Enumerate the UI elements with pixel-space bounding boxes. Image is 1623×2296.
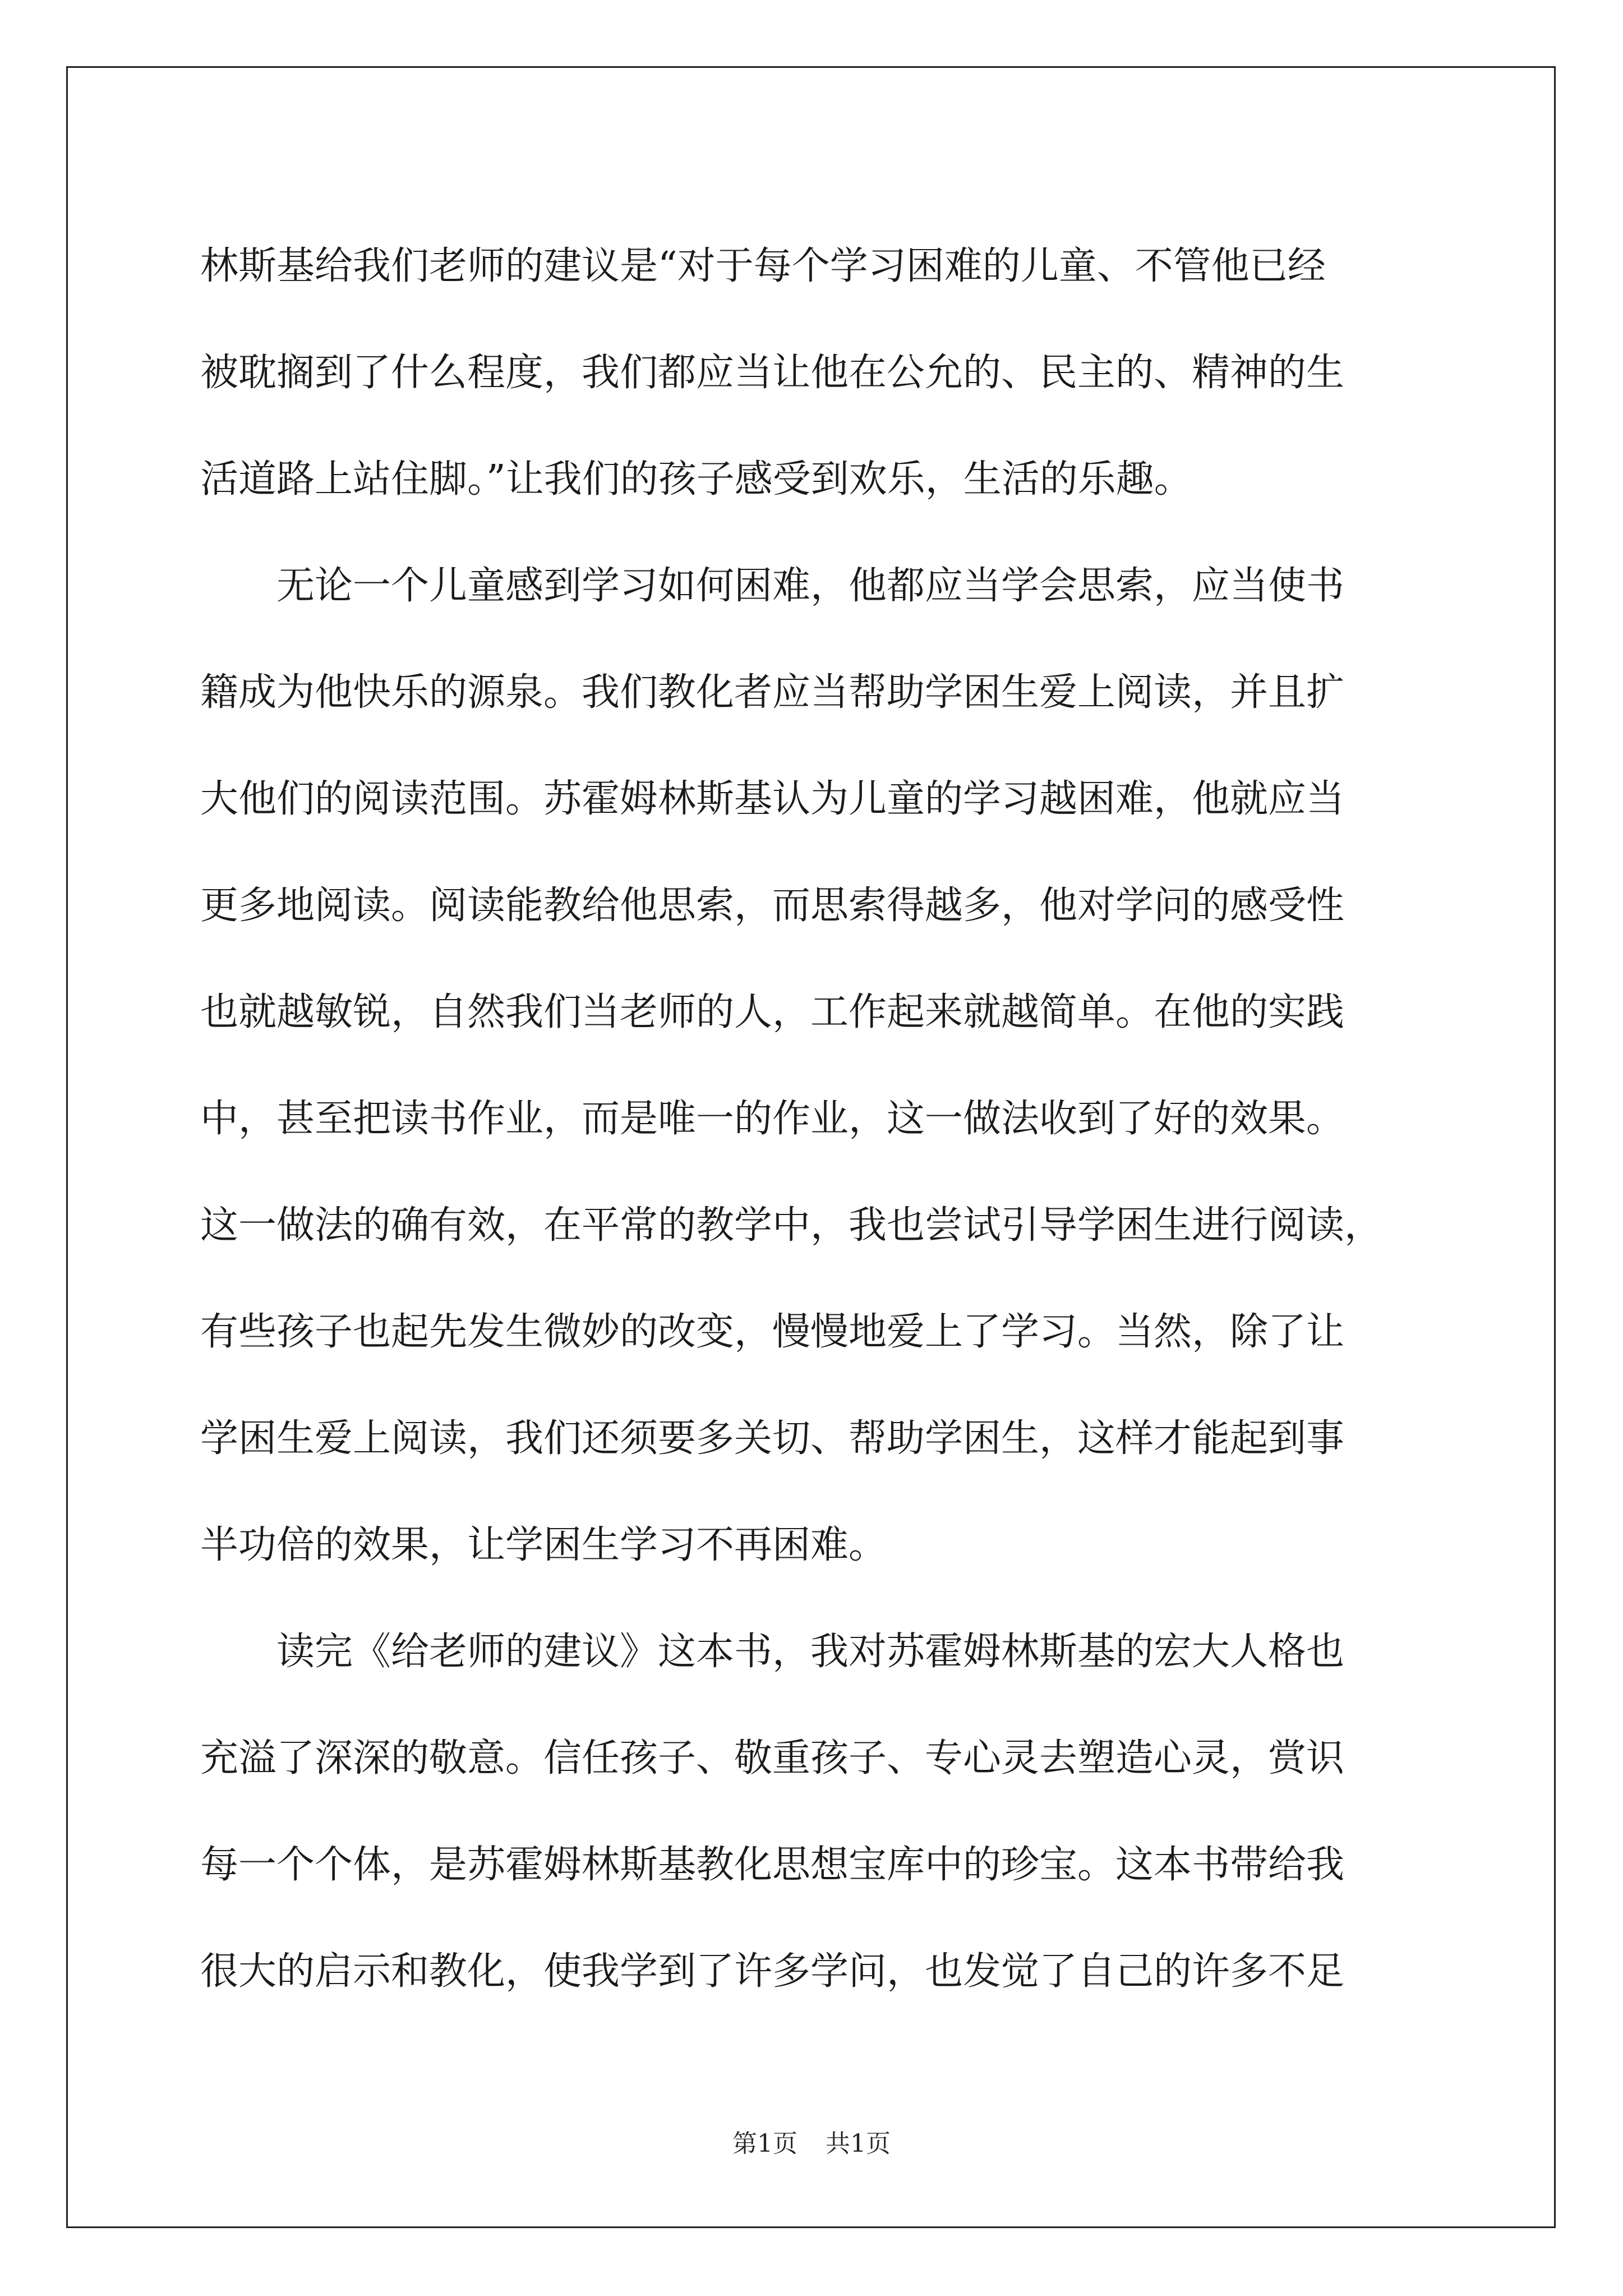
- text-line: 有些孩子也起先发生微妙的改变，慢慢地爱上了学习。当然，除了让: [200, 1310, 1345, 1354]
- text-line: 中，甚至把读书作业，而是唯一的作业，这一做法收到了好的效果。: [200, 1097, 1345, 1141]
- text-line: 这一做法的确有效，在平常的教学中，我也尝试引导学困生进行阅读，: [200, 1203, 1383, 1248]
- text-line: 活道路上站住脚。”让我们的孩子感受到欢乐，生活的乐趣。: [200, 457, 1192, 501]
- text-line: 每一个个体，是苏霍姆林斯基教化思想宝库中的珍宝。这本书带给我: [200, 1843, 1345, 1887]
- text-line: 学困生爱上阅读，我们还须要多关切、帮助学困生，这样才能起到事: [200, 1416, 1345, 1461]
- text-line: 大他们的阅读范围。苏霍姆林斯基认为儿童的学习越困难，他就应当: [200, 777, 1345, 821]
- text-line: 充溢了深深的敬意。信任孩子、敬重孩子、专心灵去塑造心灵，赏识: [200, 1736, 1345, 1780]
- page-number: 第1页: [732, 2129, 797, 2158]
- text-line: 读完《给老师的建议》这本书，我对苏霍姆林斯基的宏大人格也: [200, 1630, 1345, 1674]
- text-line: 更多地阅读。阅读能教给他思索，而思索得越多，他对学问的感受性: [200, 884, 1345, 928]
- page-total: 共1页: [826, 2129, 891, 2158]
- text-line: 很大的启示和教化，使我学到了许多学问，也发觉了自己的许多不足: [200, 1949, 1345, 1994]
- document-body: [200, 213, 1428, 2025]
- page-footer: [0, 2127, 1623, 2161]
- text-line: 被耽搁到了什么程度，我们都应当让他在公允的、民主的、精神的生: [200, 351, 1345, 395]
- text-line: 半功倍的效果，让学困生学习不再困难。: [200, 1523, 887, 1567]
- text-line: 无论一个儿童感到学习如何困难，他都应当学会思索，应当使书: [200, 564, 1345, 608]
- text-line: 籍成为他快乐的源泉。我们教化者应当帮助学困生爱上阅读，并且扩: [200, 670, 1345, 715]
- text-line: 也就越敏锐，自然我们当老师的人，工作起来就越简单。在他的实践: [200, 990, 1345, 1034]
- text-line: 林斯基给我们老师的建议是“对于每个学习困难的儿童、不管他已经: [200, 244, 1326, 288]
